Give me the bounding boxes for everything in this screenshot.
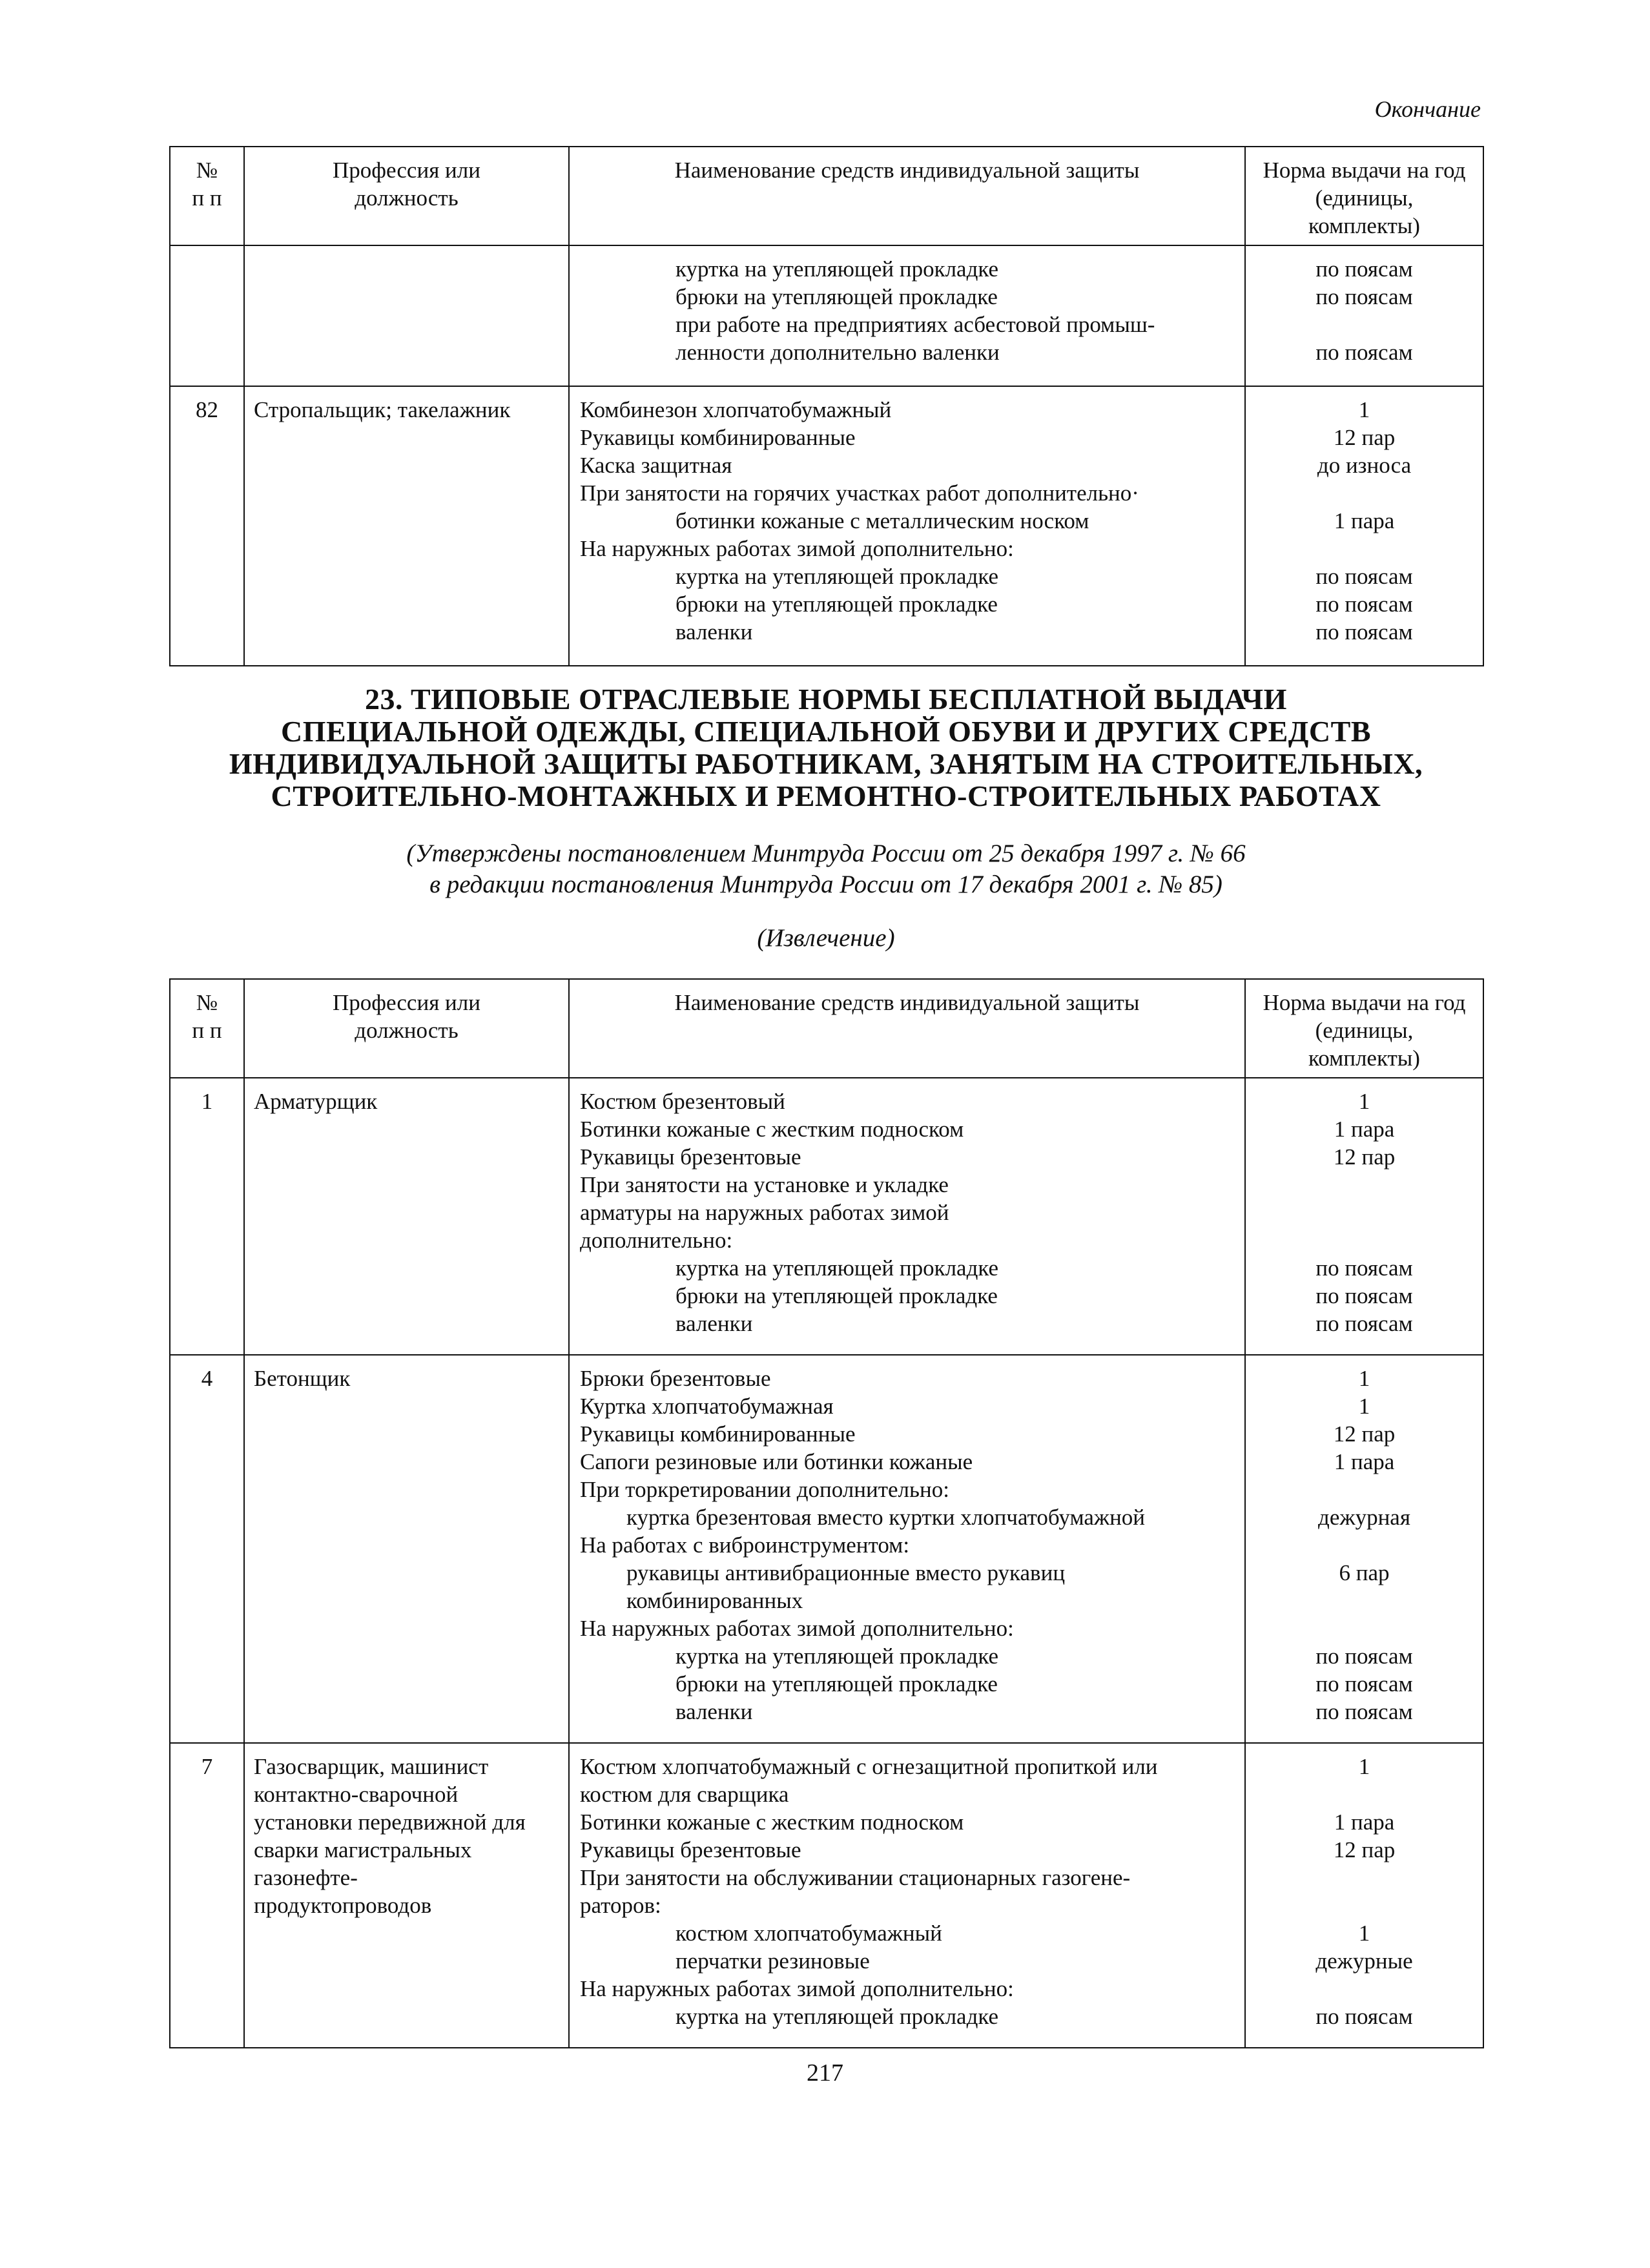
- norm-value: [1246, 1199, 1483, 1226]
- header-profession-line: должность: [355, 1018, 459, 1043]
- header-profession: [244, 147, 569, 245]
- norm-value: 1: [1358, 397, 1370, 422]
- profession-line: продуктопроводов: [254, 1893, 432, 1918]
- protective-item: Рукавицы брезентовые: [580, 1837, 801, 1862]
- protective-item: Ботинки кожаные с жестким подноском: [580, 1809, 964, 1835]
- protective-item: костюм для сварщика: [580, 1782, 789, 1807]
- norm-value: [1246, 1975, 1483, 2003]
- protective-item: При занятости на обслуживании стационарных газогене-: [580, 1865, 1131, 1890]
- norm-value: по поясам: [1315, 1311, 1413, 1336]
- table-header-row: [170, 979, 1483, 1078]
- header-norm-line: комплекты): [1308, 1046, 1420, 1071]
- profession-line: Газосварщик, машинист: [254, 1754, 489, 1779]
- norm-value: [1246, 1531, 1483, 1559]
- protective-item: Куртка хлопчатобумажная: [580, 1394, 834, 1419]
- norm-value: по поясам: [1315, 284, 1413, 309]
- approval-note-line: в редакции постановления Минтруда России от 17 декабря 2001 г. № 85): [429, 871, 1222, 898]
- norm-value: [1246, 1587, 1483, 1614]
- norm-value: 1: [1358, 1366, 1370, 1391]
- header-num-line: п п: [192, 185, 222, 211]
- header-norm-line: Норма выдачи на год: [1263, 990, 1466, 1015]
- section-heading-line: СПЕЦИАЛЬНОЙ ОДЕЖДЫ, СПЕЦИАЛЬНОЙ ОБУВИ И ДРУГИХ СРЕДСТВ: [280, 715, 1372, 748]
- norm-cell: [1245, 1355, 1483, 1743]
- protective-item: куртка на утепляющей прокладке: [675, 1255, 999, 1281]
- header-norm-line: Норма выдачи на год: [1263, 158, 1466, 183]
- norm-value: 1 пара: [1334, 1809, 1395, 1835]
- norm-value: 1: [1358, 1754, 1370, 1779]
- profession-line: сварки магистральных: [254, 1837, 472, 1862]
- norm-value: дежурные: [1315, 1948, 1413, 1974]
- norm-value: по поясам: [1315, 1283, 1413, 1308]
- protective-item: При занятости на установке и укладке: [580, 1172, 949, 1197]
- header-norm: [1245, 979, 1483, 1078]
- protective-item: брюки на утепляющей прокладке: [675, 592, 998, 617]
- header-num-line: №: [196, 158, 218, 183]
- profession-line: Бетонщик: [254, 1366, 351, 1391]
- protective-item: На наружных работах зимой дополнительно:: [580, 1976, 1014, 2001]
- profession-cell: [244, 245, 569, 386]
- protective-item: На наружных работах зимой дополнительно:: [580, 1616, 1014, 1641]
- norm-value: 12 пар: [1333, 1837, 1396, 1862]
- row-number-cell: [170, 245, 244, 386]
- protective-item: Рукавицы брезентовые: [580, 1144, 801, 1170]
- profession-line: Арматурщик: [254, 1089, 378, 1114]
- protective-item: дополнительно:: [580, 1228, 733, 1253]
- profession-line: Стропальщик; такелажник: [254, 397, 511, 422]
- profession-line: контактно-сварочной: [254, 1782, 459, 1807]
- norm-value: до износа: [1317, 453, 1412, 478]
- protective-items-cell: [569, 1078, 1245, 1355]
- protective-item: раторов:: [580, 1893, 661, 1918]
- norms-table-continued: [169, 146, 1484, 666]
- section-heading-line: ИНДИВИДУАЛЬНОЙ ЗАЩИТЫ РАБОТНИКАМ, ЗАНЯТЫМ НА СТРОИТЕЛЬНЫХ,: [229, 747, 1423, 780]
- row-number: 1: [201, 1089, 213, 1114]
- protective-item: Рукавицы комбинированные: [580, 1421, 856, 1447]
- header-items-line: Наименование средств индивидуальной защиты: [674, 990, 1140, 1015]
- norm-value: [1246, 1476, 1483, 1503]
- protective-item: Рукавицы комбинированные: [580, 425, 856, 450]
- norm-value: 1 пара: [1334, 1449, 1395, 1474]
- protective-items-cell: [569, 1355, 1245, 1743]
- protective-item: валенки: [675, 619, 753, 644]
- norm-value: по поясам: [1315, 340, 1413, 365]
- header-norm-line: комплекты): [1308, 213, 1420, 238]
- norm-value: [1246, 1864, 1483, 1892]
- norm-value: по поясам: [1315, 2004, 1413, 2029]
- profession-line: установки передвижной для: [254, 1809, 526, 1835]
- row-number: 82: [196, 397, 218, 422]
- norm-value: по поясам: [1315, 564, 1413, 589]
- header-num-line: №: [196, 990, 218, 1015]
- header-profession-line: Профессия или: [333, 990, 480, 1015]
- norm-value: по поясам: [1315, 619, 1413, 644]
- protective-item: ленности дополнительно валенки: [675, 340, 1000, 365]
- norm-value: 12 пар: [1333, 1144, 1396, 1170]
- protective-items-cell: [569, 1743, 1245, 2048]
- norm-value: 6 пар: [1339, 1560, 1390, 1585]
- norm-value: [1246, 1171, 1483, 1199]
- norm-value: по поясам: [1315, 1699, 1413, 1724]
- protective-item: На наружных работах зимой дополнительно:: [580, 536, 1014, 561]
- table-row: [170, 386, 1483, 666]
- header-profession: [244, 979, 569, 1078]
- table-row: [170, 1743, 1483, 2048]
- norm-value: 12 пар: [1333, 1421, 1396, 1447]
- table-header-row: [170, 147, 1483, 245]
- header-items: [569, 979, 1245, 1078]
- norm-value: по поясам: [1315, 1671, 1413, 1696]
- norm-value: [1246, 1614, 1483, 1642]
- norm-cell: [1245, 386, 1483, 666]
- profession-cell: [244, 1355, 569, 1743]
- norm-cell: [1245, 1078, 1483, 1355]
- row-number-cell: [170, 1355, 244, 1743]
- table-row: [170, 1355, 1483, 1743]
- norm-value: [1246, 1226, 1483, 1254]
- protective-item: На работах с виброинструментом:: [580, 1532, 910, 1558]
- approval-note-line: (Утверждены постановлением Минтруда России от 25 декабря 1997 г. № 66: [406, 840, 1246, 867]
- profession-cell: [244, 1078, 569, 1355]
- header-num: [170, 979, 244, 1078]
- profession-cell: [244, 386, 569, 666]
- norm-value: по поясам: [1315, 1255, 1413, 1281]
- header-num-line: п п: [192, 1018, 222, 1043]
- protective-item: брюки на утепляющей прокладке: [675, 284, 998, 309]
- row-number-cell: [170, 1078, 244, 1355]
- extract-label: (Извлечение): [757, 924, 895, 952]
- protective-items-cell: [569, 245, 1245, 386]
- norm-value: 1: [1358, 1089, 1370, 1114]
- protective-item: Комбинезон хлопчатобумажный: [580, 397, 892, 422]
- header-items-line: Наименование средств индивидуальной защиты: [674, 158, 1140, 183]
- section-heading: [169, 683, 1483, 812]
- header-norm: [1245, 147, 1483, 245]
- header-num: [170, 147, 244, 245]
- norm-value: 1 пара: [1334, 1117, 1395, 1142]
- protective-item: комбинированных: [626, 1588, 803, 1613]
- protective-item: при работе на предприятиях асбестовой промыш-: [675, 312, 1155, 337]
- norm-value: 1: [1358, 1394, 1370, 1419]
- header-norm-line: (единицы,: [1315, 185, 1414, 211]
- protective-item: Костюм брезентовый: [580, 1089, 785, 1114]
- continuation-label: Окончание: [1374, 96, 1481, 122]
- norm-value: по поясам: [1315, 1644, 1413, 1669]
- row-number-cell: [170, 1743, 244, 2048]
- row-number: 7: [201, 1754, 213, 1779]
- approval-note: [169, 838, 1483, 900]
- row-number-cell: [170, 386, 244, 666]
- norm-value: [1246, 479, 1483, 507]
- norm-value: [1246, 311, 1483, 338]
- section-heading-line: СТРОИТЕЛЬНО-МОНТАЖНЫХ И РЕМОНТНО-СТРОИТЕЛЬНЫХ РАБОТАХ: [271, 779, 1381, 812]
- norm-value: 12 пар: [1333, 425, 1396, 450]
- protective-item: Костюм хлопчатобумажный с огнезащитной пропиткой или: [580, 1754, 1158, 1779]
- table-row: [170, 245, 1483, 386]
- row-number: 4: [201, 1366, 213, 1391]
- protective-item: перчатки резиновые: [675, 1948, 870, 1974]
- protective-item: рукавицы антивибрационные вместо рукавиц: [626, 1560, 1066, 1585]
- norm-value: дежурная: [1318, 1505, 1410, 1530]
- protective-items-cell: [569, 386, 1245, 666]
- norm-value: 1: [1358, 1921, 1370, 1946]
- norm-value: по поясам: [1315, 592, 1413, 617]
- row-number: [170, 255, 243, 283]
- protective-item: арматуры на наружных работах зимой: [580, 1200, 949, 1225]
- norm-value: 1 пара: [1334, 508, 1395, 533]
- protective-item: куртка на утепляющей прокладке: [675, 256, 999, 282]
- header-norm-line: (единицы,: [1315, 1018, 1414, 1043]
- protective-item: брюки на утепляющей прокладке: [675, 1283, 998, 1308]
- protective-item: Каска защитная: [580, 453, 732, 478]
- norm-value: [1246, 1780, 1483, 1808]
- protective-item: куртка на утепляющей прокладке: [675, 564, 999, 589]
- norm-value: [1246, 1892, 1483, 1919]
- protective-item: валенки: [675, 1699, 753, 1724]
- norm-value: [1246, 535, 1483, 562]
- protective-item: брюки на утепляющей прокладке: [675, 1671, 998, 1696]
- profession-line: газонефте-: [254, 1865, 358, 1890]
- protective-item: Сапоги резиновые или ботинки кожаные: [580, 1449, 973, 1474]
- protective-item: куртка брезентовая вместо куртки хлопчатобумажной: [626, 1505, 1146, 1530]
- protective-item: ботинки кожаные с металлическим носком: [675, 508, 1089, 533]
- protective-item: Брюки брезентовые: [580, 1366, 771, 1391]
- table-row: [170, 1078, 1483, 1355]
- header-items: [569, 147, 1245, 245]
- protective-item: При занятости на горячих участках работ дополнительно·: [580, 480, 1139, 506]
- page-number: 217: [807, 2059, 843, 2087]
- protective-item: валенки: [675, 1311, 753, 1336]
- protective-item: куртка на утепляющей прокладке: [675, 2004, 999, 2029]
- header-profession-line: Профессия или: [333, 158, 480, 183]
- protective-item: Ботинки кожаные с жестким подноском: [580, 1117, 964, 1142]
- profession-cell: [244, 1743, 569, 2048]
- protective-item: костюм хлопчатобумажный: [675, 1921, 942, 1946]
- norm-value: по поясам: [1315, 256, 1413, 282]
- section-heading-line: 23. ТИПОВЫЕ ОТРАСЛЕВЫЕ НОРМЫ БЕСПЛАТНОЙ ВЫДАЧИ: [365, 683, 1287, 716]
- header-profession-line: должность: [355, 185, 459, 211]
- norm-cell: [1245, 1743, 1483, 2048]
- protective-item: куртка на утепляющей прокладке: [675, 1644, 999, 1669]
- norm-cell: [1245, 245, 1483, 386]
- norms-table: [169, 978, 1484, 2048]
- protective-item: При торкретировании дополнительно:: [580, 1477, 949, 1502]
